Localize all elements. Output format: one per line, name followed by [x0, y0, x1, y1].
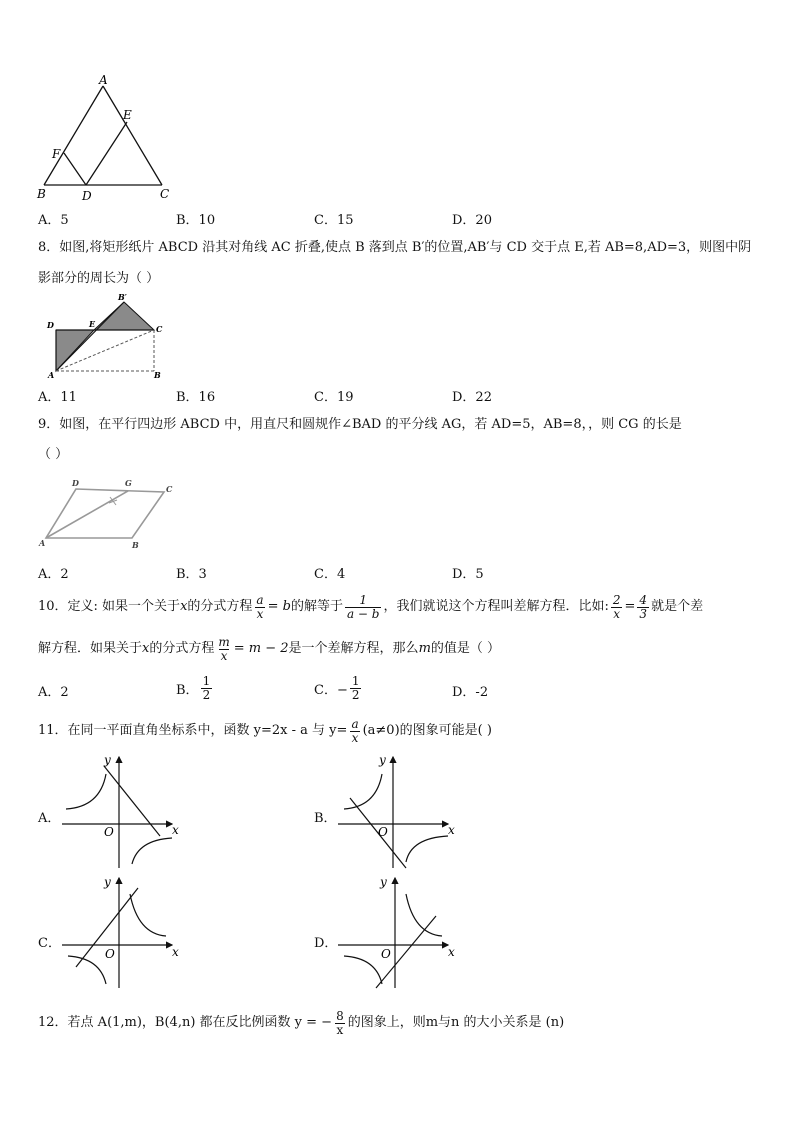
q10-text-c: 的解等于 [290, 599, 343, 614]
q10-option-b-fraction [201, 675, 213, 702]
q11c-hyperbola-branch-right [130, 894, 166, 936]
q7-triangle-figure [30, 72, 190, 207]
q7-label-c: C [160, 187, 170, 201]
q9-label-d: D [72, 478, 79, 488]
q10-stem-line1 [38, 590, 703, 624]
q8-label-bprime: B′ [118, 292, 127, 302]
q8-label-c: C [156, 324, 163, 334]
q11a-y-label: y [104, 753, 111, 767]
q8-option-a[interactable]: A．11 [38, 390, 77, 405]
q10-l2-var-m: m [418, 641, 431, 656]
q10-f3-den: x [613, 606, 621, 621]
q10-eq2: = [624, 599, 636, 614]
q9-label-b: B [132, 540, 139, 550]
q11-option-a-label[interactable]: A． [38, 811, 61, 826]
q7-label-d: D [82, 189, 92, 203]
q10-f2-den: a − b [346, 606, 380, 621]
q10-var-x: x [180, 599, 188, 614]
q10-eq-b: = b [267, 599, 291, 614]
q12-frac-den: x [336, 1022, 344, 1037]
q7-option-a[interactable]: A．5 [38, 213, 69, 228]
q11a-x-label: x [172, 823, 179, 837]
q10-text-e: 就是个差 [651, 599, 704, 614]
q9-parallelogram-abcd [46, 489, 164, 538]
q10-option-c-den: 2 [351, 687, 360, 702]
q11b-y-label: y [379, 753, 386, 767]
q10-option-b-den: 2 [202, 687, 211, 702]
q10-option-d[interactable]: D．-2 [452, 685, 489, 700]
q11b-hyperbola-branch-left [344, 774, 382, 809]
q10-f3-num: 2 [612, 592, 621, 607]
q10-stem-line2 [38, 632, 500, 666]
q10-f4-den: 3 [639, 606, 648, 621]
q11a-origin: O [104, 825, 114, 839]
q10-f1-num: a [256, 592, 264, 607]
q10-option-c-fraction [350, 675, 362, 702]
q9-option-c[interactable]: C．4 [314, 567, 346, 582]
q12-frac-num: 8 [336, 1008, 344, 1023]
q7-segment-fd [64, 153, 86, 185]
q11c-hyperbola-branch-left [68, 956, 106, 984]
q11-stem [38, 714, 492, 748]
q10-fraction-4-over-3 [637, 594, 649, 621]
q11-option-d-label[interactable]: D． [314, 936, 338, 951]
q9-label-c: C [166, 484, 173, 494]
q11-stem-a: 11．在同一平面直角坐标系中，函数 y=2x - a 与 y= [38, 723, 348, 738]
q8-shaded-triangle-eb1c [94, 302, 154, 330]
q11-option-b-graph[interactable] [336, 752, 466, 870]
q11c-origin: O [105, 947, 115, 961]
q9-label-a: A [39, 538, 46, 548]
q11c-x-label: x [172, 945, 179, 959]
q10-l2-text-b: 的分式方程 [149, 641, 215, 656]
q12-stem-a: 12．若点 A(1,m)，B(4,n) 都在反比例函数 y = − [38, 1015, 333, 1030]
q9-parallelogram-figure [36, 474, 186, 554]
q11-option-c-label[interactable]: C． [38, 936, 61, 951]
q11d-hyperbola-branch-left [344, 956, 382, 984]
q11-option-c-graph[interactable] [60, 872, 190, 990]
q11a-hyperbola-branch-left [66, 774, 106, 809]
q10-option-b-prefix: B． [176, 682, 199, 698]
q11-frac-den: x [351, 730, 359, 745]
q9-bisector-ag [46, 491, 128, 538]
q10-l2-text-d: 的值是（ ） [430, 641, 501, 656]
q8-option-b[interactable]: B．16 [176, 390, 216, 405]
q7-side-ab [44, 86, 103, 185]
q9-option-b[interactable]: B．3 [176, 567, 207, 582]
q10-fraction-1-over-a-minus-b [345, 594, 382, 621]
q12-stem-b: 的图象上，则m与n 的大小关系是 (n) [347, 1015, 565, 1030]
q10-l2-var-x: x [142, 641, 150, 656]
q11-option-b-label[interactable]: B． [314, 811, 337, 826]
q8-stem-line2: 影部分的周长为（ ） [38, 271, 160, 286]
q11d-y-label: y [380, 875, 387, 889]
q9-label-g: G [125, 478, 132, 488]
q10-text-d: ，我们就说这个方程叫差解方程．比如: [383, 599, 609, 614]
q9-option-d[interactable]: D．5 [452, 567, 484, 582]
q10-option-b[interactable] [176, 670, 214, 706]
q7-label-a: A [99, 73, 108, 87]
q10-f4-num: 4 [639, 592, 648, 607]
q11-option-d-graph[interactable] [336, 872, 466, 990]
q10-text-a: 10．定义: 如果一个关于 [38, 599, 181, 614]
q8-stem-line1: 8．如图,将矩形纸片 ABCD 沿其对角线 AC 折叠,使点 B 落到点 B′的位置,AB′与 CD 交于点 E,若 AB=8,AD=3，则图中阴 [38, 240, 752, 255]
q7-option-b[interactable]: B．10 [176, 213, 216, 228]
q7-option-d[interactable]: D．20 [452, 213, 492, 228]
q7-label-e: E [123, 108, 132, 122]
q9-stem-line2: （ ） [38, 447, 69, 462]
q9-stem-line1: 9．如图，在平行四边形 ABCD 中，用直尺和圆规作∠BAD 的平分线 AG，若 AD=5，AB=8，，则 CG 的长是 [38, 417, 682, 432]
q10-fraction-a-over-x [254, 594, 265, 621]
q8-label-d: D [47, 320, 54, 330]
q10-fraction-2-over-x [611, 594, 623, 621]
q10-f1-den: x [256, 606, 264, 621]
q10-option-a[interactable]: A．2 [38, 685, 69, 700]
q8-fold-figure [44, 290, 174, 380]
q10-option-c[interactable] [314, 670, 363, 706]
q10-option-c-num: 1 [351, 673, 360, 688]
q8-label-a: A [48, 370, 55, 380]
q10-option-c-prefix: C．− [314, 682, 348, 698]
q11-option-a-graph[interactable] [60, 752, 190, 870]
q11c-y-label: y [104, 875, 111, 889]
q8-option-d[interactable]: D．22 [452, 390, 492, 405]
q11-frac-num: a [351, 716, 359, 731]
q8-option-c[interactable]: C．19 [314, 390, 354, 405]
q11b-hyperbola-branch-right [406, 836, 448, 862]
q11d-x-label: x [448, 945, 455, 959]
q10-l2-eq: = m − 2 [233, 641, 289, 656]
q12-fraction-8-over-x [334, 1010, 346, 1037]
q10-option-b-num: 1 [202, 673, 211, 688]
q10-fraction-m-over-x [216, 636, 231, 663]
q11-stem-b: (a≠0)的图象可能是( ) [362, 723, 492, 738]
q10-f2-num: 1 [359, 592, 368, 607]
q11b-x-label: x [448, 823, 455, 837]
q10-l2-text-c: 是一个差解方程，那么 [288, 641, 419, 656]
q7-side-ac [103, 86, 162, 185]
q12-stem [38, 1004, 564, 1042]
q8-label-e: E [89, 319, 96, 329]
q11a-hyperbola-branch-right [132, 838, 172, 864]
q7-segment-de [86, 122, 127, 185]
q11b-origin: O [378, 825, 388, 839]
q7-option-c[interactable]: C．15 [314, 213, 354, 228]
q11-fraction-a-over-x [349, 718, 360, 745]
q7-label-f: F [52, 147, 61, 161]
q9-option-a[interactable]: A．2 [38, 567, 69, 582]
q10-f5-den: x [220, 648, 228, 663]
q10-text-b: 的分式方程 [187, 599, 253, 614]
q7-label-b: B [37, 187, 46, 201]
q8-label-b: B [154, 370, 161, 380]
q10-f5-num: m [218, 634, 230, 649]
q11d-origin: O [381, 947, 391, 961]
q10-l2-text-a: 解方程．如果关于 [38, 641, 143, 656]
